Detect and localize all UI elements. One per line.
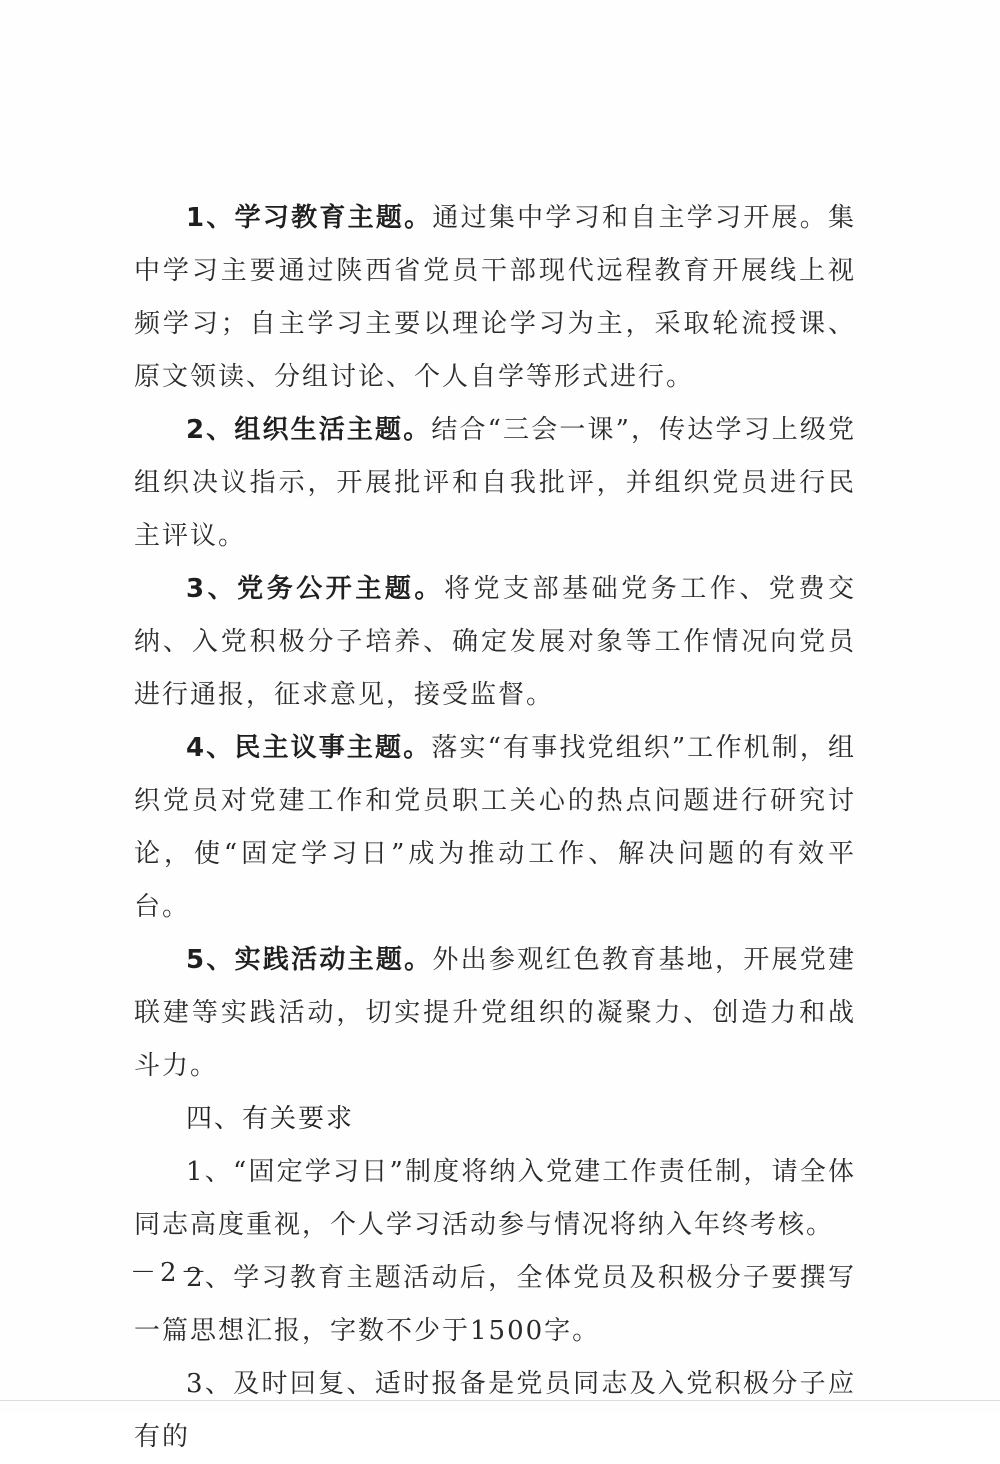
- section-text: 外出参观红色教育基地，开展党建联建等实践活动，切实提升党组织的凝聚力、创造力和战斗力。: [134, 945, 856, 1081]
- section-text: 结合“三会一课”，传达学习上级党组织决议指示，开展批评和自我批评，并组织党员进行民主评议。: [134, 415, 856, 551]
- section-heading: 5、实践活动主题。: [186, 945, 433, 975]
- section-text: 落实“有事找党组织”工作机制，组织党员对党建工作和党员职工关心的热点问题进行研究讨论，使“固定学习日”成为推动工作、解决问题的有效平台。: [134, 733, 856, 922]
- section-democratic-discussion: [134, 722, 856, 934]
- section-text: 将党支部基础党务工作、党费交纳、入党积极分子培养、确定发展对象等工作情况向党员进行通报，征求意见，接受监督。: [134, 574, 856, 710]
- section-heading: 3、党务公开主题。: [186, 574, 444, 604]
- page-number: －2－: [130, 1258, 211, 1288]
- requirement-item: 3、及时回复、适时报备是党员同志及入党积极分子应有的: [134, 1369, 856, 1452]
- section-organization-life: [134, 404, 856, 563]
- section-text: 通过集中学习和自主学习开展。集中学习主要通过陕西省党员干部现代远程教育开展线上视频学习；自主学习主要以理论学习为主，采取轮流授课、原文领读、分组讨论、个人自学等形式进行。: [134, 203, 856, 392]
- section-heading: 2、组织生活主题。: [186, 415, 432, 445]
- section-learning-education: [134, 192, 856, 404]
- section-heading: 4、民主议事主题。: [186, 733, 432, 763]
- section-heading: 1、学习教育主题。: [186, 203, 433, 233]
- document-body: [134, 192, 856, 1464]
- scan-edge-line: [0, 1400, 1000, 1401]
- section-party-affairs-disclosure: [134, 563, 856, 722]
- requirement-item: 1、“固定学习日”制度将纳入党建工作责任制，请全体同志高度重视，个人学习活动参与情况将纳入年终考核。: [134, 1157, 856, 1240]
- requirement-item: 2、学习教育主题活动后，全体党员及积极分子要撰写一篇思想汇报，字数不少于1500字。: [134, 1263, 856, 1346]
- section-practice-activity: [134, 934, 856, 1093]
- requirements-heading: 四、有关要求: [186, 1104, 355, 1134]
